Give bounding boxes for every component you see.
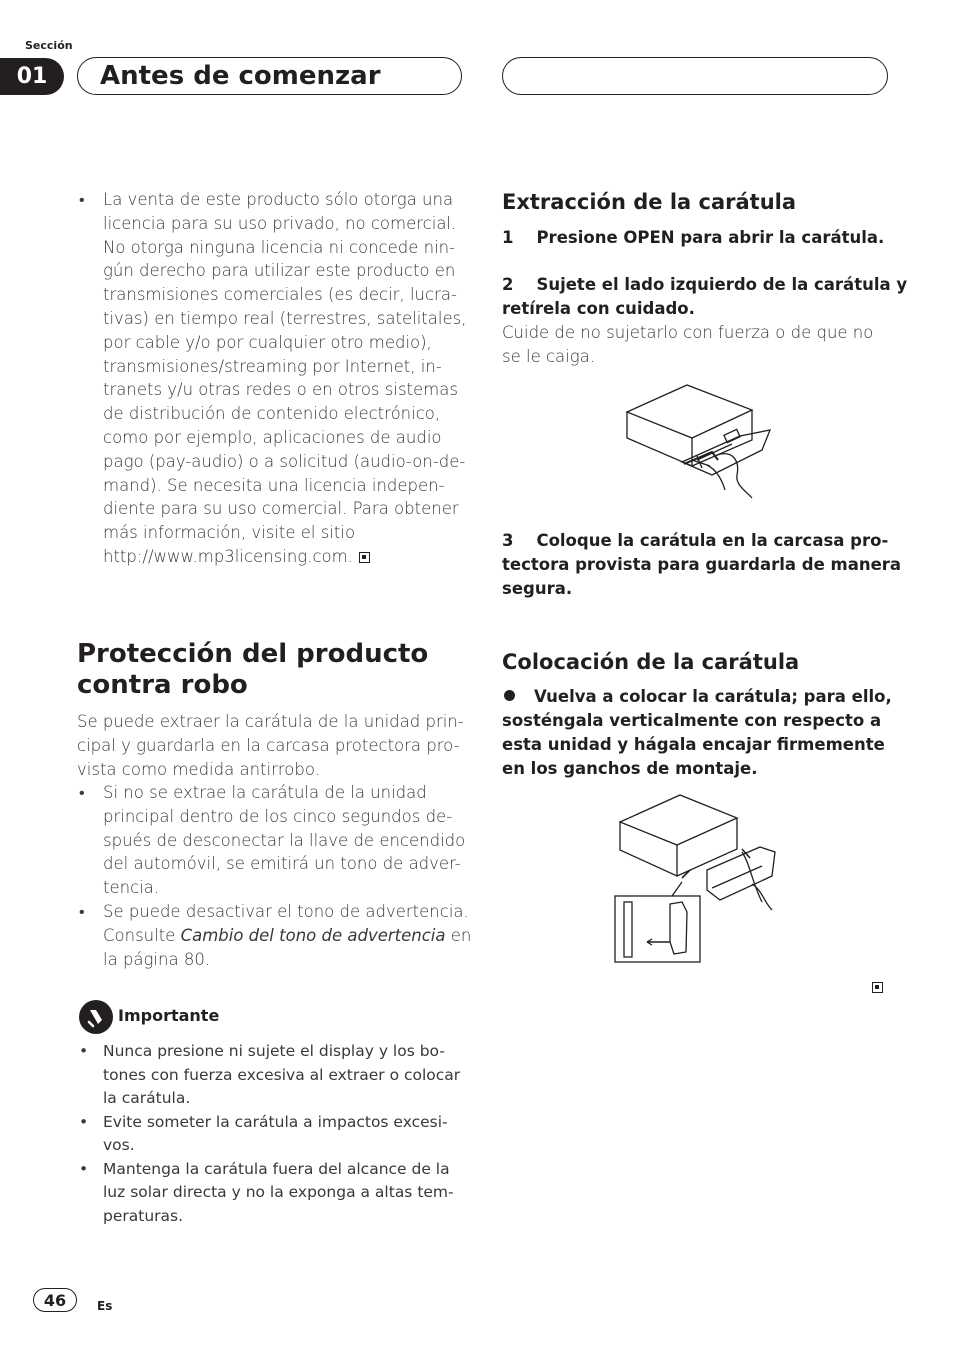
license-line: mand). Se necesita una licencia indepen- — [103, 475, 445, 495]
disable-line-3: la página 80. — [103, 949, 211, 969]
license-line: La venta de este producto sólo otorga una — [103, 190, 454, 209]
disable-line-2-suffix: en — [445, 925, 472, 945]
protection-heading-line-2: contra robo — [77, 670, 248, 700]
important-item-line: Evite someter la carátula a impactos excesi- — [103, 1112, 448, 1131]
bullet-dot: • — [79, 1042, 89, 1060]
important-label: Importante — [118, 1006, 220, 1025]
license-line: diente para su uso comercial. Para obtener — [103, 499, 459, 519]
license-line: gún derecho para utilizar este producto en — [103, 261, 456, 281]
step-2-note-line-2: se le caiga. — [502, 346, 595, 366]
end-mark-icon — [359, 552, 370, 563]
important-item-line: tones con fuerza excesiva al extraer o colocar — [103, 1065, 461, 1084]
tone-bullet-line: principal dentro de los cinco segundos de- — [103, 806, 453, 826]
bullet-dot: • — [79, 1112, 89, 1131]
step-3-line-1: 3 Coloque la carátula en la carcasa pro- — [502, 531, 889, 550]
tone-bullet-line: tencia. — [103, 878, 160, 898]
disable-line-2-prefix: Consulte — [103, 925, 181, 945]
protection-heading — [77, 639, 428, 701]
extraction-heading: Extracción de la carátula — [502, 190, 797, 214]
important-item — [77, 1111, 472, 1158]
crossref-link: Cambio del tono de advertencia — [180, 925, 446, 945]
important-item-line: vos. — [103, 1136, 135, 1154]
placement-line-4: en los ganchos de montaje. — [502, 759, 758, 778]
placement-line-1: Vuelva a colocar la carátula; para ello, — [534, 687, 892, 706]
bullet-dot: • — [79, 190, 85, 209]
license-line: licencia para su uso privado, no comercial. — [103, 213, 457, 233]
important-list — [77, 1040, 472, 1228]
tone-bullet — [103, 781, 473, 900]
disable-tone-bullet — [103, 900, 473, 971]
disable-line-1: Se puede desactivar el tono de advertencia. — [103, 902, 469, 921]
license-line — [103, 545, 473, 569]
license-line: por cable y/o por cualquier otro medio), — [103, 332, 432, 352]
important-item — [77, 1158, 472, 1229]
step-2 — [502, 273, 907, 321]
license-line: tivas) en tiempo real (terrestres, satelitales, — [103, 308, 467, 328]
tone-bullet-line: Si no se extrae la carátula de la unidad — [103, 783, 427, 802]
important-item-line: Nunca presione ni sujete el display y los bo- — [103, 1042, 445, 1060]
step-2-note — [502, 321, 873, 369]
step-3-line-3: segura. — [502, 579, 573, 598]
protection-heading-line-1: Protección del producto — [77, 639, 429, 669]
important-item-line: la carátula. — [103, 1089, 191, 1107]
bullet-dot: • — [79, 1159, 89, 1178]
license-line: transmisiones/streaming por Internet, in- — [103, 356, 442, 376]
page-number: 46 — [33, 1288, 77, 1312]
license-line: transmisiones comerciales (es decir, lucra- — [103, 285, 457, 305]
bullet-dot: • — [79, 783, 85, 802]
placement-heading: Colocación de la carátula — [502, 650, 800, 674]
section-number-badge: 01 — [0, 58, 64, 95]
faceplate-attach-illustration — [612, 792, 782, 964]
tone-bullet-line: del automóvil, se emitirá un tono de adver- — [103, 854, 461, 874]
license-line: como por ejemplo, aplicaciones de audio — [103, 427, 442, 447]
protection-intro-line: vista como medida antirrobo. — [77, 759, 320, 779]
placement-line-2: sosténgala verticalmente con respecto a — [502, 711, 882, 730]
important-item-line: luz solar directa y no la exponga a altas tem- — [103, 1183, 454, 1201]
license-line: No otorga ninguna licencia ni concede nin- — [103, 237, 456, 257]
language-code: Es — [97, 1299, 113, 1313]
important-item-line: peraturas. — [103, 1206, 184, 1225]
license-line: más información, visite el sitio — [103, 523, 356, 543]
faceplate-removal-illustration — [622, 380, 772, 500]
important-item-line: Mantenga la carátula fuera del alcance de la — [103, 1159, 450, 1178]
protection-intro-line: Se puede extraer la carátula de la unidad prin- — [77, 712, 464, 731]
bullet-dot: • — [79, 902, 85, 921]
important-icon — [79, 1000, 113, 1034]
header-right-frame — [502, 57, 888, 95]
placement-line-3: esta unidad y hágala encajar firmemente — [502, 735, 885, 754]
protection-intro — [77, 710, 472, 781]
page-title: Antes de comenzar — [100, 61, 381, 91]
license-line: tranets y/u otras redes o en otros sistemas — [103, 380, 458, 400]
step-2-line-1: 2 Sujete el lado izquierdo de la carátula y — [502, 275, 908, 294]
disable-line-2 — [103, 924, 473, 948]
license-line: pago (pay-audio) o a solicitud (audio-on-de- — [103, 451, 466, 471]
section-label: Sección — [25, 39, 73, 52]
important-item — [77, 1040, 472, 1111]
step-2-line-2: retírela con cuidado. — [502, 299, 695, 318]
step-2-note-line-1: Cuide de no sujetarlo con fuerza o de que no — [502, 323, 874, 342]
step-3 — [502, 529, 901, 601]
placement-instruction — [502, 685, 892, 781]
tone-bullet-line: spués de desconectar la llave de encendido — [103, 830, 466, 850]
license-url-text: http://www.mp3licensing.com. — [103, 546, 353, 566]
protection-intro-line: cipal y guardarla en la carcasa protectora pro- — [77, 735, 460, 755]
license-paragraph — [103, 188, 473, 569]
license-line: de distribución de contenido electrónico, — [103, 404, 441, 424]
step-3-line-2: tectora provista para guardarla de manera — [502, 555, 902, 574]
end-of-section-mark — [872, 977, 883, 996]
step-1: 1 Presione OPEN para abrir la carátula. — [502, 228, 885, 247]
